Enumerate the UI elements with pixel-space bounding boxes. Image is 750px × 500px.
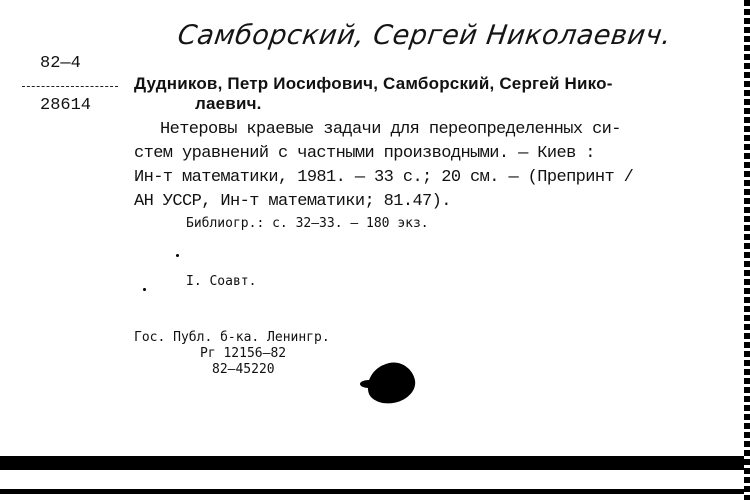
shelf-mark-top: 82—4	[40, 54, 81, 73]
title-description	[134, 118, 744, 214]
description-line-4: АН УССР, Ин-т математики; 81.47).	[134, 192, 451, 211]
shelf-mark-divider	[22, 86, 118, 87]
ink-speck	[176, 254, 179, 257]
ink-speck	[143, 288, 146, 291]
library-line-2: Рг 12156—82	[200, 346, 287, 361]
bibliography-note: Библиогр.: с. 32—33. — 180 экз.	[186, 216, 429, 231]
ink-blot-tail	[360, 380, 378, 388]
description-line-1: Нетеровы краевые задачи для переопределенных си-	[160, 120, 621, 139]
description-line-2: стем уравнений с частными производными. — Киев :	[134, 144, 595, 163]
scan-edge-band	[0, 456, 750, 470]
description-line-3: Ин-т математики, 1981. — 33 с.; 20 см. — (Препринт /	[134, 168, 634, 187]
coauthor-tracing: I. Соавт.	[186, 274, 257, 289]
author-heading	[134, 74, 744, 114]
author-heading-line-1: Дудников, Петр Иосифович, Самборский, Сергей Нико-	[134, 74, 613, 93]
scan-edge-line	[0, 489, 750, 494]
library-line-3: 82—45220	[212, 362, 275, 377]
author-heading-line-2: лаевич.	[195, 94, 262, 113]
handwritten-note: Самборский, Сергей Николаевич.	[175, 20, 674, 51]
shelf-mark-bottom: 28614	[40, 96, 92, 115]
library-line-1: Гос. Публ. б-ка. Ленингр.	[134, 330, 330, 345]
scan-right-edge	[744, 0, 750, 500]
